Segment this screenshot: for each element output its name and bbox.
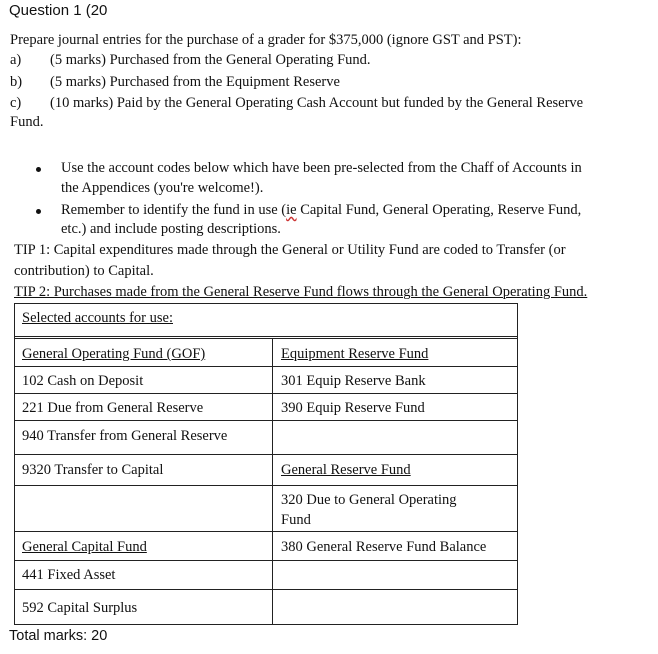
table-cell xyxy=(15,421,273,454)
table-cell xyxy=(273,561,517,589)
account-940: 940 Transfer from General Reserve xyxy=(22,428,228,444)
part-c xyxy=(10,95,583,112)
table-row xyxy=(15,560,517,589)
account-380: 380 General Reserve Fund Balance xyxy=(281,539,487,555)
table-cell xyxy=(15,590,273,625)
bullet-2-text-before: Remember to identify the fund in use ( xyxy=(61,202,287,218)
table-row xyxy=(15,454,517,485)
table-cell xyxy=(273,367,517,393)
table-cell xyxy=(15,394,273,420)
tip-1-line-2: contribution) to Capital. xyxy=(14,263,154,279)
tip-1-line-1: TIP 1: Capital expenditures made through the General or Utility Fund are coded to Transfer (or xyxy=(14,242,566,258)
part-a-text: (5 marks) Purchased from the General Operating Fund. xyxy=(50,52,371,68)
table-cell xyxy=(273,394,517,420)
table-row xyxy=(15,393,517,420)
table-cell xyxy=(273,421,517,454)
table-cell xyxy=(273,590,517,625)
table-cell xyxy=(15,339,273,366)
table-cell xyxy=(273,455,517,485)
account-301: 301 Equip Reserve Bank xyxy=(281,373,426,389)
part-a-label: a) xyxy=(10,52,22,68)
table-row xyxy=(15,338,517,366)
bullet-2-line-2: etc.) and include posting descriptions. xyxy=(61,221,281,237)
account-592: 592 Capital Surplus xyxy=(22,600,138,616)
bullet-icon xyxy=(36,167,41,172)
part-c-text: (10 marks) Paid by the General Operating Cash Account but funded by the General Reserve xyxy=(50,95,584,111)
table-row xyxy=(15,531,517,560)
table-row xyxy=(15,366,517,393)
part-b-label: b) xyxy=(10,74,23,90)
table-cell xyxy=(15,561,273,589)
total-marks: Total marks: 20 xyxy=(9,628,108,644)
table-row xyxy=(15,589,517,625)
accounts-table-header xyxy=(15,304,517,337)
table-cell xyxy=(15,367,273,393)
part-c-label: c) xyxy=(10,95,22,111)
account-102: 102 Cash on Deposit xyxy=(22,373,144,389)
spellcheck-marked-word: ie xyxy=(286,202,297,218)
bullet-icon xyxy=(36,209,41,214)
table-cell xyxy=(273,532,517,560)
account-221: 221 Due from General Reserve xyxy=(22,400,204,416)
table-cell xyxy=(15,455,273,485)
table-cell xyxy=(273,339,517,366)
question-intro: Prepare journal entries for the purchase of a grader for $375,000 (ignore GST and PST): xyxy=(10,32,522,48)
table-row xyxy=(15,485,517,531)
account-390: 390 Equip Reserve Fund xyxy=(281,400,425,416)
bullet-1-line-2: the Appendices (you're welcome!). xyxy=(61,180,264,196)
part-b xyxy=(10,74,340,91)
table-cell xyxy=(273,486,517,531)
gof-heading: General Operating Fund (GOF) xyxy=(22,346,206,362)
question-title: Question 1 (20 xyxy=(9,2,108,19)
part-b-text: (5 marks) Purchased from the Equipment Reserve xyxy=(50,74,340,90)
bullet-2-line-1 xyxy=(61,202,581,219)
table-cell xyxy=(15,532,273,560)
account-9320: 9320 Transfer to Capital xyxy=(22,462,164,478)
account-320: 320 Due to General Operating Fund xyxy=(281,492,457,528)
accounts-table-header-text: Selected accounts for use: xyxy=(22,310,173,326)
part-a xyxy=(10,52,371,69)
equipment-reserve-heading: Equipment Reserve Fund xyxy=(281,346,429,362)
accounts-table xyxy=(14,303,518,625)
bullet-2-text-after: Capital Fund, General Operating, Reserve Fund, xyxy=(296,202,582,218)
table-cell xyxy=(15,486,273,531)
account-441: 441 Fixed Asset xyxy=(22,567,116,583)
tip-2: TIP 2: Purchases made from the General Reserve Fund flows through the General Operating Fund. xyxy=(14,284,588,300)
capital-fund-heading: General Capital Fund xyxy=(22,539,147,555)
part-c-continuation: Fund. xyxy=(10,114,44,130)
bullet-1-line-1: Use the account codes below which have been pre-selected from the Chaff of Accounts in xyxy=(61,160,582,176)
general-reserve-heading: General Reserve Fund xyxy=(281,462,411,478)
table-row xyxy=(15,420,517,454)
